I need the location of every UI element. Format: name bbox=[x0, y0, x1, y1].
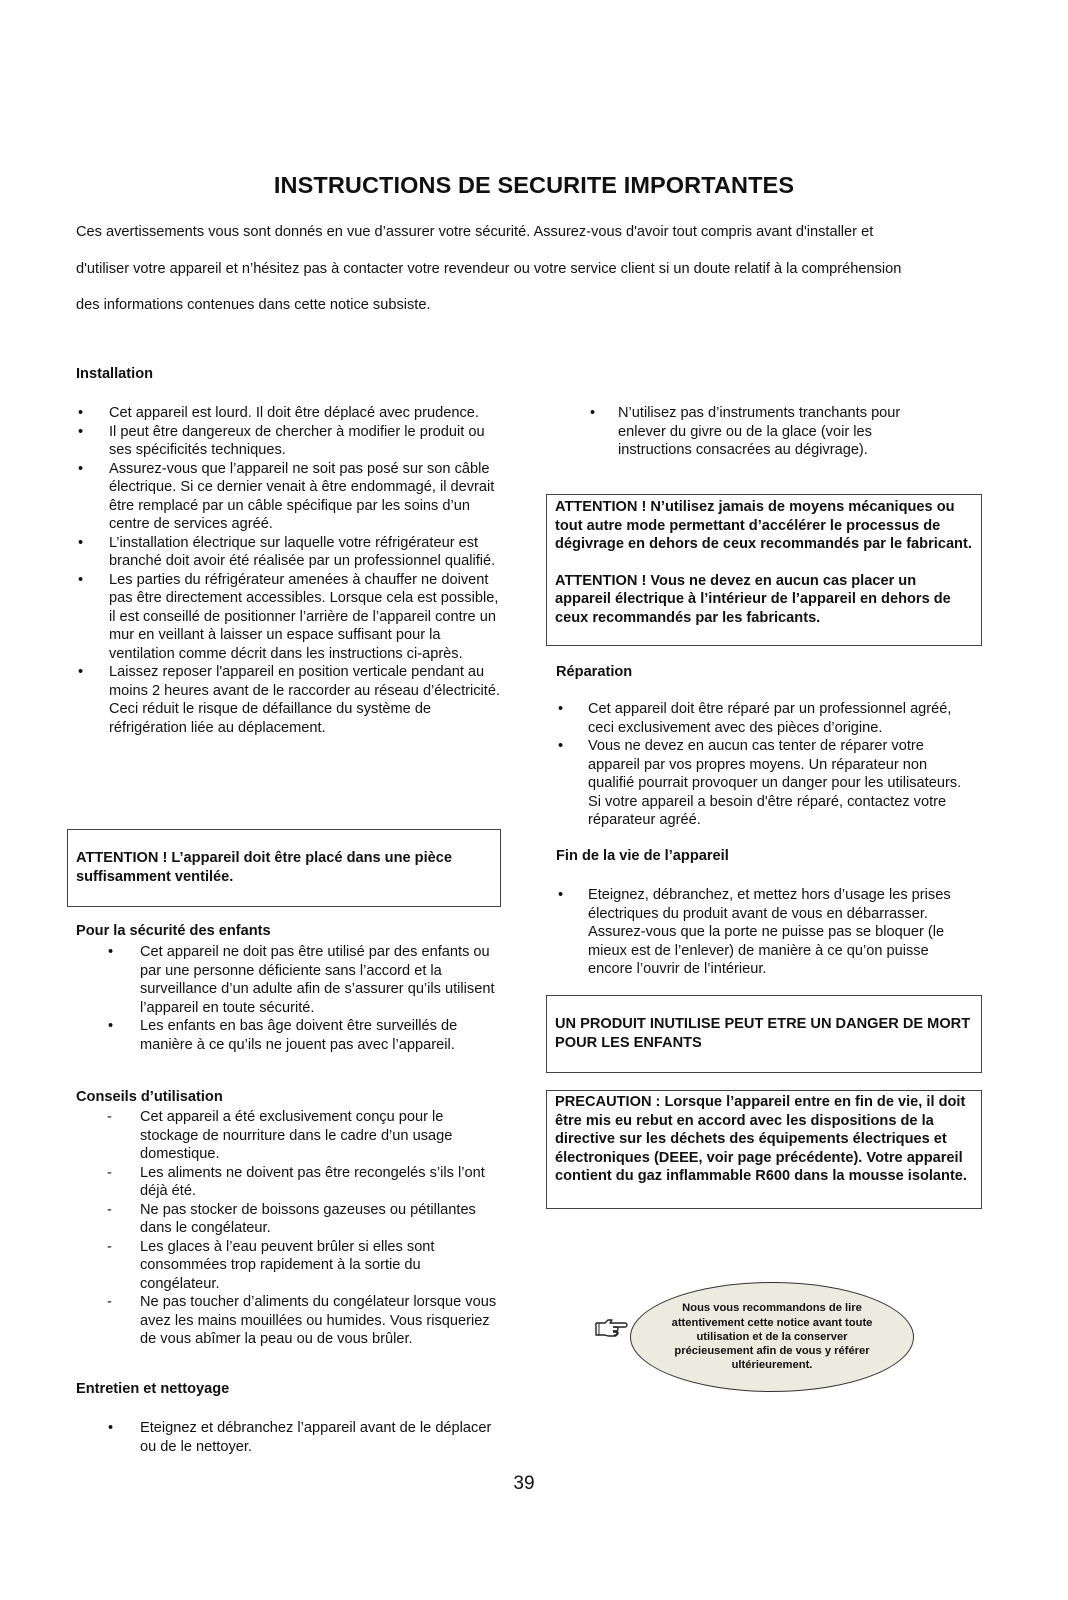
pointing-hand-icon bbox=[594, 1316, 628, 1340]
recommendation-note bbox=[630, 1282, 914, 1392]
children-heading: Pour la sécurité des enfants bbox=[76, 923, 271, 939]
precaution-text: PRECAUTION : Lorsque l’appareil entre en fin de vie, il doit être mis eu rebut en accord avec les dispositions de la directive sur les déchets des équipements électriques et électroniques (DEEE, voir page précédente). Votre appareil contient du gaz inflammable R600 dans la mousse isolante. bbox=[555, 1094, 967, 1184]
recommendation-note-text: Nous vous recommandons de lire attentivement cette notice avant toute utilisation et de la conserver précieusement afin de vous y référer ultérieurement. bbox=[671, 1302, 873, 1372]
list-item: - Les aliments ne doivent pas être recongelés s’ils l’ont déjà été. bbox=[76, 1164, 500, 1201]
list-item: • Les parties du réfrigérateur amenées à chauffer ne doivent pas être directement accessibles. Lorsque cela est possible, il est conseillé de positionner l’arrière de l’appareil contre un mur en veillant à laisser un espace suffisant pour la ventilation comme décrit dans les instructions ci-après. bbox=[76, 571, 504, 664]
list-item: • N’utilisez pas d’instruments tranchants pour enlever du givre ou de la glace (voir les instructions consacrées au dégivrage). bbox=[556, 404, 938, 460]
installation-list bbox=[76, 404, 504, 737]
list-item: • Eteignez et débranchez l’appareil avant de le déplacer ou de le nettoyer. bbox=[76, 1419, 500, 1456]
list-item: - Ne pas toucher d’aliments du congélateur lorsque vous avez les mains mouillées ou humides. Vous risqueriez de vous abîmer la peau ou de vous brûler. bbox=[76, 1293, 500, 1349]
installation-heading: Installation bbox=[76, 366, 154, 382]
list-item: • Vous ne devez en aucun cas tenter de réparer votre appareil par vos propres moyens. Un réparateur non qualifié pourrait provoquer un danger pour les utilisateurs. Si votre appareil a besoin d'être réparé, contactez votre réparateur agréé. bbox=[556, 737, 973, 830]
list-item: • Il peut être dangereux de chercher à modifier le produit ou ses spécificités techniques. bbox=[76, 423, 504, 460]
list-item: - Ne pas stocker de boissons gazeuses ou pétillantes dans le congélateur. bbox=[76, 1201, 500, 1238]
page-title: INSTRUCTIONS DE SECURITE IMPORTANTES bbox=[273, 172, 795, 198]
repair-heading: Réparation bbox=[556, 664, 633, 680]
list-item: - Les glaces à l’eau peuvent brûler si elles sont consommées trop rapidement à la sortie du congélateur. bbox=[76, 1238, 500, 1294]
electric-warning-text: ATTENTION ! Vous ne devez en aucun cas placer un appareil électrique à l’intérieur de l’appareil en dehors de ceux recommandés par les fabricants. bbox=[555, 572, 951, 626]
child-danger-warning-text: UN PRODUIT INUTILISE PEUT ETRE UN DANGER DE MORT POUR LES ENFANTS bbox=[555, 1016, 971, 1051]
page-number: 39 bbox=[513, 1473, 535, 1494]
ventilation-warning-text: ATTENTION ! L’appareil doit être placé dans une pièce suffisamment ventilée. bbox=[76, 850, 453, 885]
usage-heading: Conseils d’utilisation bbox=[76, 1089, 223, 1105]
defrost-warning-text: ATTENTION ! N’utilisez jamais de moyens mécaniques ou tout autre mode permettant d’accélérer le processus de dégivrage en dehors de ceux recommandés par le fabricant. bbox=[555, 499, 972, 552]
end-of-life-heading: Fin de la vie de l’appareil bbox=[556, 848, 729, 864]
intro-line: Ces avertissements vous sont donnés en vue d’assurer votre sécurité. Assurez-vous d'avoir tout compris avant d'installer et bbox=[76, 224, 874, 240]
cleaning-list bbox=[76, 1419, 500, 1456]
usage-list bbox=[76, 1108, 500, 1349]
defrost-warning-box bbox=[546, 494, 982, 646]
repair-list bbox=[556, 700, 973, 830]
list-item: • Cet appareil est lourd. Il doit être déplacé avec prudence. bbox=[76, 404, 504, 423]
child-danger-warning-box bbox=[546, 995, 982, 1073]
list-item: • Cet appareil doit être réparé par un professionnel agréé, ceci exclusivement avec des pièces d’origine. bbox=[556, 700, 973, 737]
children-list bbox=[76, 943, 500, 1054]
precaution-box bbox=[546, 1090, 982, 1209]
list-item: • Cet appareil ne doit pas être utilisé par des enfants ou par une personne déficiente sans l’accord et la surveillance d’un adulte afin de s’assurer qu’ils utilisent l’appareil en toute sécurité. bbox=[76, 943, 500, 1017]
intro-paragraph bbox=[76, 214, 1006, 324]
intro-line: des informations contenues dans cette notice subsiste. bbox=[76, 297, 431, 313]
list-item: • Les enfants en bas âge doivent être surveillés de manière à ce qu’ils ne jouent pas avec l’appareil. bbox=[76, 1017, 500, 1054]
list-item: • L’installation électrique sur laquelle votre réfrigérateur est branché doit avoir été réalisée par un professionnel qualifié. bbox=[76, 534, 504, 571]
ventilation-warning-box bbox=[67, 829, 501, 907]
list-item: • Eteignez, débranchez, et mettez hors d’usage les prises électriques du produit avant de vous en débarrasser. Assurez-vous que la porte ne puisse pas se bloquer (le mieux est de l’enlever) de manière à ce qu’on puisse encore l’ouvrir de l’intérieur. bbox=[556, 886, 973, 979]
end-of-life-list bbox=[556, 886, 973, 979]
intro-line: d'utiliser votre appareil et n’hésitez pas à contacter votre revendeur ou votre service client si un doute relatif à la compréhension bbox=[76, 260, 902, 277]
list-item: • Assurez-vous que l’appareil ne soit pas posé sur son câble électrique. Si ce dernier venait à être endommagé, il devrait être remplacé par un câble spécifique par les soins d’un centre de services agréé. bbox=[76, 460, 504, 534]
cleaning-heading: Entretien et nettoyage bbox=[76, 1381, 230, 1397]
list-item: - Cet appareil a été exclusivement conçu pour le stockage de nourriture dans le cadre d’un usage domestique. bbox=[76, 1108, 500, 1164]
list-item: • Laissez reposer l'appareil en position verticale pendant au moins 2 heures avant de le raccorder au réseau d’électricité. Ceci réduit le risque de défaillance du système de réfrigération liée au déplacement. bbox=[76, 663, 504, 737]
sharp-tools-list bbox=[556, 404, 938, 460]
